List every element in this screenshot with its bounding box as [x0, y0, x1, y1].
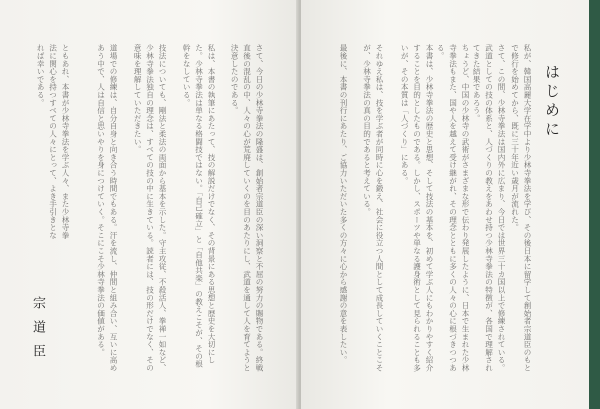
- left-page: [0, 0, 299, 409]
- left-paragraph-2: 私は、本書の執筆にあたって、技の解説だけでなく、その背景にある思想と歴史を大切にした。少林寺拳法は単なる格闘技ではない。「自己確立」と「自他共楽」の教えこそが、その根幹をなしている。: [182, 44, 216, 368]
- right-paragraph-5: それゆえ私は、技を学ぶ者が同時に心を鍛え、社会に役立つ人間として成長していくことこそが、少林寺拳法の真の目的であると考えている。: [362, 44, 384, 372]
- right-page: [301, 0, 589, 409]
- left-paragraph-4: 道場での修練は、自分自身と向き合う時間でもある。汗を流し、仲間と組み合い、互いに高めあう中で、人は自信と思いやりを身につけていく。そこにこそ少林寺拳法の価値がある。: [96, 44, 118, 372]
- left-paragraph-3: 技法についても、剛法と柔法の両面から基本を示した。守主攻従、不殺活人、拳禅一如など、少林寺拳法独自の理念は、すべての技の中に生きている。読者には、技の形だけでなく、その意味を理解していただきたい。: [133, 44, 167, 372]
- left-paragraph-5: ともあれ、本書が少林寺拳法を学ぶ人々、また少林寺拳法に関心を持つすべての人々にとって、よき手引きとなれば幸いである。: [36, 44, 70, 239]
- chapter-title: はじめに: [543, 64, 561, 140]
- right-paragraph-1: 私が、韓国高麗大学在学中より少林寺拳法を学び、その後日本に留学して創始者宗道臣のもとで修行を始めてから、既に三十年近い歳月が流れた。: [510, 44, 532, 372]
- author-name: 宗道臣: [30, 296, 45, 368]
- right-paragraph-3: ちょうど、中国の少林寺の武術がさまざまな形で伝わり発展したように、日本で生まれた少林寺拳法もまた、国や人を越えて受け継がれ、その理念とともに多くの人々の心に根づきつつある。: [436, 44, 470, 372]
- right-paragraph-2: さて、この間、少林寺拳法は国内外に広まり、今日では世界三十カ国以上で修練されている。武道としての技の体系と、人づくりの教えをあわせ持つ少林寺拳法の特徴が、各国で理解されてきた結果であろう。: [472, 44, 506, 372]
- right-paragraph-6: 最後に、本書の刊行にあたり、ご協力いただいた多くの方々に心から感謝の意を表したい。: [339, 44, 348, 364]
- right-paragraph-4: 本書は、少林寺拳法の歴史と思想、そして技法の基本を、初めて学ぶ人にもわかりやすく紹介することを目的としたものである。しかし、スポーツや単なる護身術として見られることも多いが、その本質は「人づくり」にある。: [400, 44, 434, 372]
- left-paragraph-1: さて、今日の少林寺拳法の隆盛は、創始者宗道臣の深い洞察と不屈の努力の賜物である。終戦直後の混乱の中、人々の心が荒廃していくのを目のあたりにし、武道を通して人を育てようと決意したのである。: [230, 44, 264, 372]
